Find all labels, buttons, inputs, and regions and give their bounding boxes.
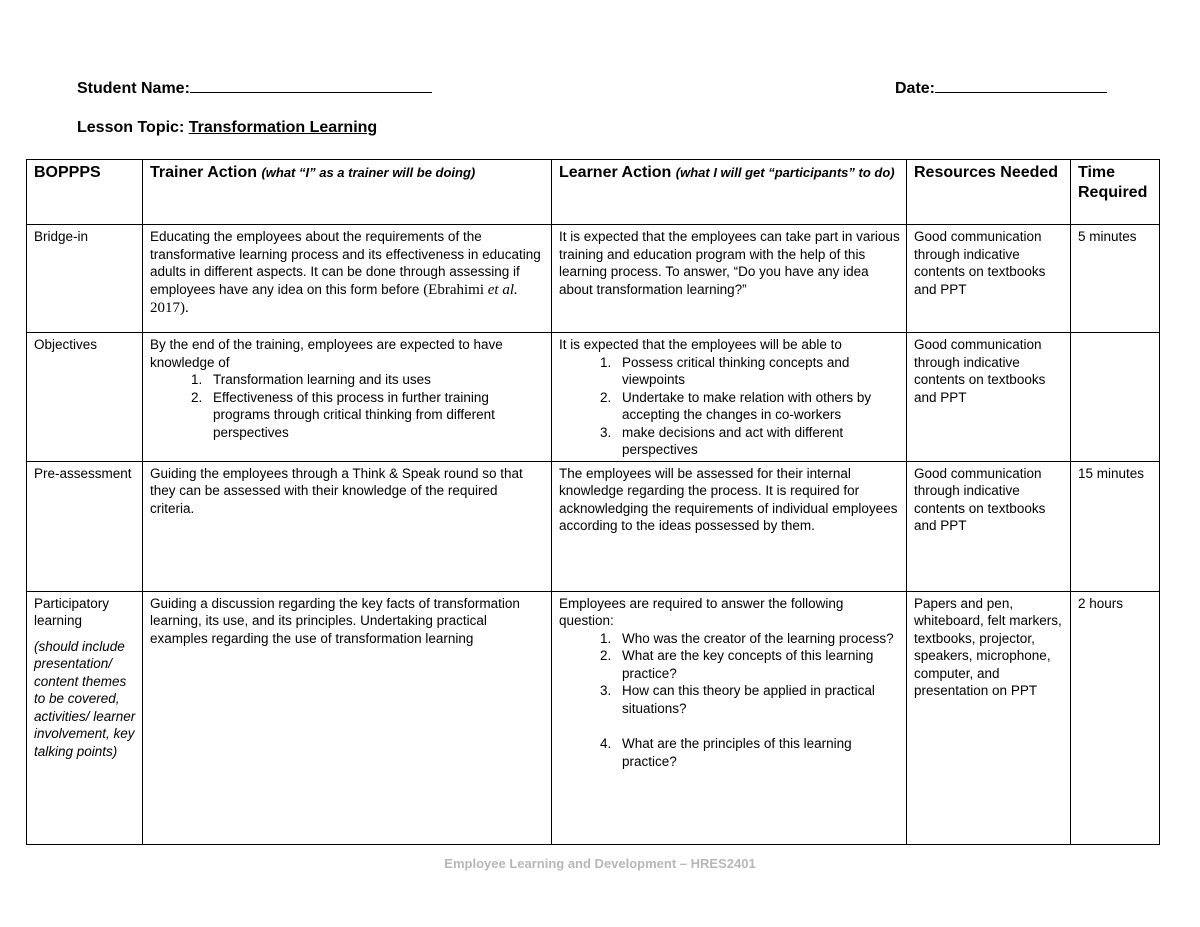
stage-participatory-learning bbox=[27, 591, 143, 844]
lesson-topic-value: Transformation Learning bbox=[188, 119, 378, 136]
stage-bridge-in: Bridge-in bbox=[27, 225, 143, 333]
learner-action-cell bbox=[552, 333, 907, 462]
stage-objectives: Objectives bbox=[27, 333, 143, 462]
resources-cell: Good communication through indicative contents on textbooks and PPT bbox=[907, 461, 1071, 591]
learner-action-intro: It is expected that the employees will be able to bbox=[559, 337, 842, 352]
resources-cell: Good communication through indicative contents on textbooks and PPT bbox=[907, 333, 1071, 462]
trainer-objectives-list bbox=[150, 371, 545, 441]
learner-questions-list bbox=[559, 630, 900, 771]
date-label: Date: bbox=[895, 80, 936, 97]
time-cell bbox=[1071, 333, 1160, 462]
date-blank bbox=[935, 78, 1107, 93]
learner-objectives-list bbox=[559, 354, 900, 459]
boppps-lesson-plan-table bbox=[26, 159, 1160, 845]
header-resources: Resources Needed bbox=[907, 160, 1071, 225]
student-name-blank bbox=[190, 78, 432, 93]
time-cell: 2 hours bbox=[1071, 591, 1160, 844]
learner-action-cell bbox=[552, 591, 907, 844]
list-item: 1. Who was the creator of the learning process? bbox=[615, 630, 900, 648]
time-cell: 15 minutes bbox=[1071, 461, 1160, 591]
stage-label: Participatory learning bbox=[34, 595, 110, 628]
student-name-field bbox=[77, 78, 432, 98]
header-learner-action bbox=[552, 160, 907, 225]
list-item: 2. What are the key concepts of this learning practice? bbox=[615, 647, 900, 682]
header-learner-title: Learner Action bbox=[559, 164, 672, 181]
lesson-topic bbox=[77, 119, 377, 137]
citation-author: (Ebrahimi bbox=[423, 281, 488, 298]
student-name-label: Student Name: bbox=[77, 80, 190, 97]
trainer-action-cell: Guiding a discussion regarding the key facts of transformation learning, its use, and its principles. Undertaking practical examples regarding the use of transformation learning bbox=[143, 591, 552, 844]
page-footer: Employee Learning and Development – HRES2401 bbox=[444, 856, 756, 871]
trainer-action-text: Educating the employees about the requirements of the transformative learning process and its effectiveness in educating adults in different aspects. It can be done through assessing if employees have any idea on this form before bbox=[150, 229, 541, 297]
header-boppps: BOPPPS bbox=[27, 160, 143, 225]
date-field bbox=[895, 78, 1107, 98]
header-trainer-action bbox=[143, 160, 552, 225]
list-item: 3. make decisions and act with different perspectives bbox=[615, 424, 900, 459]
table-row bbox=[27, 461, 1160, 591]
resources-cell: Good communication through indicative contents on textbooks and PPT bbox=[907, 225, 1071, 333]
learner-action-cell: It is expected that the employees can take part in various training and education program with the help of this learning process. To answer, “Do you have any idea about transformation learning?” bbox=[552, 225, 907, 333]
list-item: 3. How can this theory be applied in practical situations? bbox=[615, 682, 900, 717]
list-item: 2. Undertake to make relation with others by accepting the changes in co-workers bbox=[615, 389, 900, 424]
time-cell: 5 minutes bbox=[1071, 225, 1160, 333]
table-row bbox=[27, 225, 1160, 333]
header-trainer-title: Trainer Action bbox=[150, 164, 257, 181]
stage-hint: (should include presentation/ content themes to be covered, activities/ learner involvement, key talking points) bbox=[34, 638, 136, 759]
list-item: 1. Transformation learning and its uses bbox=[206, 371, 545, 389]
table-header-row bbox=[27, 160, 1160, 225]
header-time: Time Required bbox=[1071, 160, 1160, 225]
lesson-topic-label: Lesson Topic: bbox=[77, 119, 185, 136]
trainer-action-cell bbox=[143, 333, 552, 462]
header-trainer-sub: (what “I” as a trainer will be doing) bbox=[261, 165, 476, 180]
learner-action-cell: The employees will be assessed for their internal knowledge regarding the process. It is required for acknowledging the requirements of individual employees according to the ideas possessed by them. bbox=[552, 461, 907, 591]
table-row bbox=[27, 333, 1160, 462]
list-item: 4. What are the principles of this learning practice? bbox=[615, 735, 900, 770]
citation-et-al: et al. bbox=[487, 281, 518, 298]
learner-action-intro: Employees are required to answer the following question: bbox=[559, 595, 844, 628]
trainer-action-intro: By the end of the training, employees are expected to have knowledge of bbox=[150, 337, 503, 370]
header-learner-sub: (what I will get “participants” to do) bbox=[675, 165, 895, 180]
stage-pre-assessment: Pre-assessment bbox=[27, 461, 143, 591]
resources-cell: Papers and pen, whiteboard, felt markers, textbooks, projector, speakers, microphone, computer, and presentation on PPT bbox=[907, 591, 1071, 844]
list-item: 1. Possess critical thinking concepts and viewpoints bbox=[615, 354, 900, 389]
table-row bbox=[27, 591, 1160, 844]
trainer-action-cell bbox=[143, 225, 552, 333]
list-item: 2. Effectiveness of this process in further training programs through critical thinking from different perspectives bbox=[206, 389, 545, 442]
trainer-action-cell: Guiding the employees through a Think & Speak round so that they can be assessed with their knowledge of the required criteria. bbox=[143, 461, 552, 591]
citation-year: 2017). bbox=[150, 300, 189, 316]
